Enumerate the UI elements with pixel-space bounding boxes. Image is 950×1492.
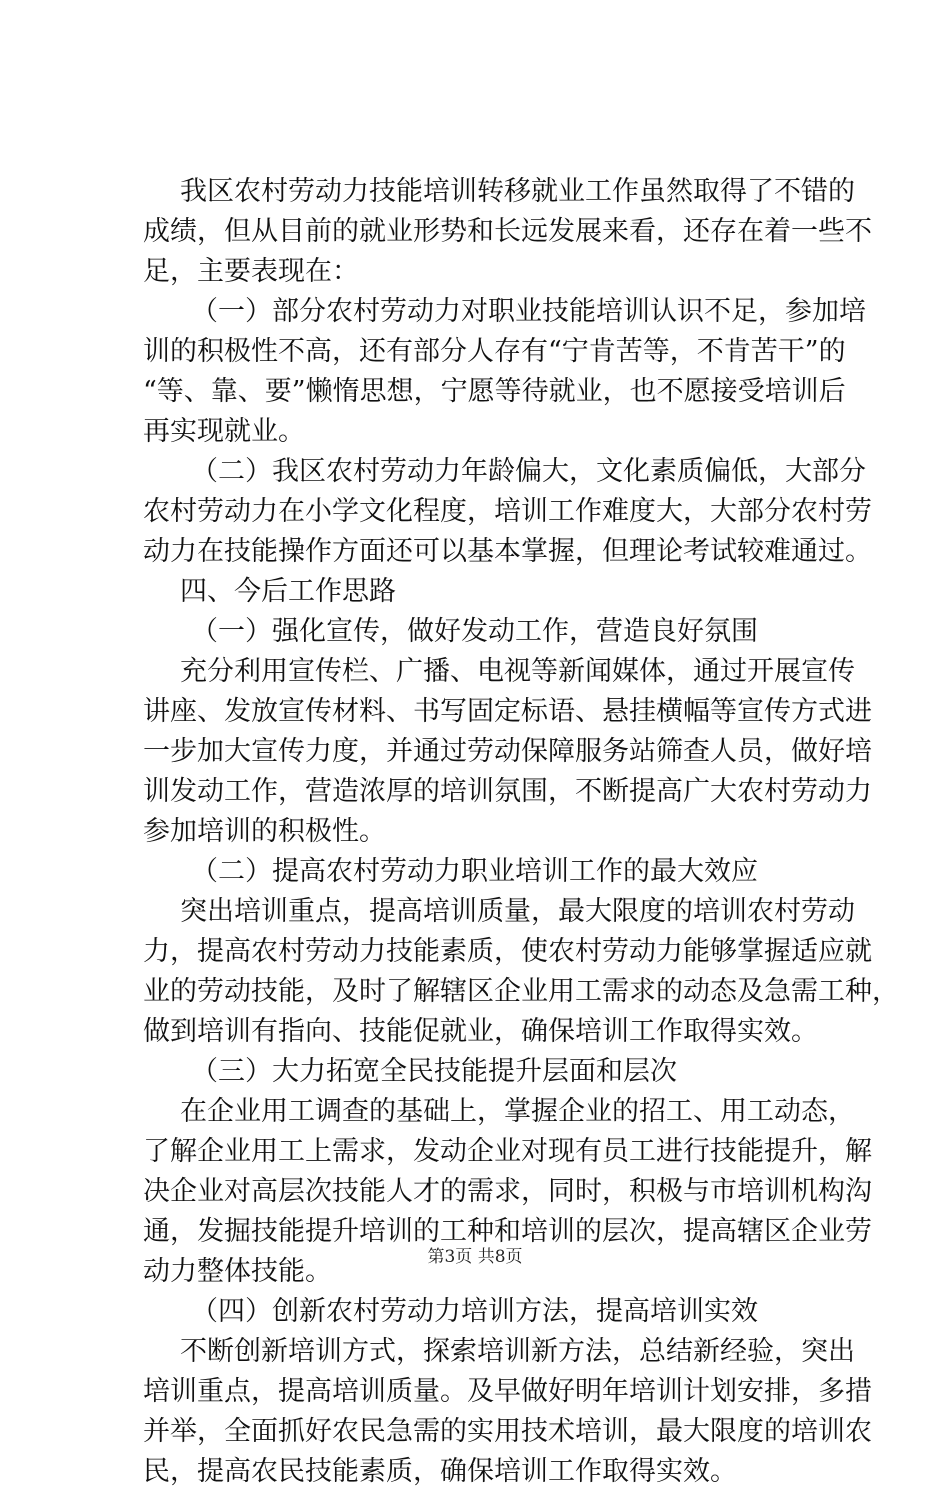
text-line: 讲座、发放宣传材料、书写固定标语、悬挂横幅等宣传方式进 <box>143 696 872 727</box>
text-line: 并举，全面抓好农民急需的实用技术培训，最大限度的培训农 <box>143 1416 872 1447</box>
document-body <box>143 172 899 1492</box>
text-line: 充分利用宣传栏、广播、电视等新闻媒体，通过开展宣传 <box>180 656 855 687</box>
text-line: 四、今后工作思路 <box>180 576 396 607</box>
text-line: 我区农村劳动力技能培训转移就业工作虽然取得了不错的 <box>180 176 855 207</box>
text-line: 训的积极性不高，还有部分人存有“宁肯苦等，不肯苦干”的 <box>143 336 846 367</box>
text-line: 业的劳动技能，及时了解辖区企业用工需求的动态及急需工种， <box>143 976 899 1007</box>
text-line: 通，发掘技能提升培训的工种和培训的层次，提高辖区企业劳 <box>143 1216 872 1247</box>
page-number-label: 第3页 共8页 <box>427 1247 523 1267</box>
text-line: （四）创新农村劳动力培训方法，提高培训实效 <box>191 1296 758 1327</box>
text-line: 民，提高农民技能素质，确保培训工作取得实效。 <box>143 1456 737 1487</box>
text-line: “等、靠、要”懒惰思想，宁愿等待就业，也不愿接受培训后 <box>143 376 846 407</box>
text-line: 农村劳动力在小学文化程度，培训工作难度大，大部分农村劳 <box>143 496 872 527</box>
text-line: 参加培训的积极性。 <box>143 816 386 847</box>
text-line: 动力整体技能。 <box>143 1256 332 1287</box>
text-line: 成绩，但从目前的就业形势和长远发展来看，还存在着一些不 <box>143 216 872 247</box>
text-line: 在企业用工调查的基础上，掌握企业的招工、用工动态， <box>180 1096 855 1127</box>
text-line: 一步加大宣传力度，并通过劳动保障服务站筛查人员，做好培 <box>143 736 872 767</box>
text-line: （二）我区农村劳动力年龄偏大，文化素质偏低，大部分 <box>191 456 866 487</box>
text-line: 不断创新培训方式，探索培训新方法，总结新经验，突出 <box>180 1336 855 1367</box>
text-line: 动力在技能操作方面还可以基本掌握，但理论考试较难通过。 <box>143 536 872 567</box>
text-line: 再实现就业。 <box>143 416 305 447</box>
text-line: 训发动工作，营造浓厚的培训氛围，不断提高广大农村劳动力 <box>143 776 872 807</box>
text-line: （二）提高农村劳动力职业培训工作的最大效应 <box>191 856 758 887</box>
text-line: 做到培训有指向、技能促就业，确保培训工作取得实效。 <box>143 1016 818 1047</box>
text-line: 培训重点，提高培训质量。及早做好明年培训计划安排，多措 <box>143 1376 872 1407</box>
text-line: （一）强化宣传，做好发动工作，营造良好氛围 <box>191 616 758 647</box>
text-line: 力，提高农村劳动力技能素质，使农村劳动力能够掌握适应就 <box>143 936 872 967</box>
text-line: （三）大力拓宽全民技能提升层面和层次 <box>191 1056 677 1087</box>
text-line: 突出培训重点，提高培训质量，最大限度的培训农村劳动 <box>180 896 855 927</box>
text-line: 足，主要表现在： <box>143 256 359 287</box>
text-line: 了解企业用工上需求，发动企业对现有员工进行技能提升，解 <box>143 1136 872 1167</box>
text-line: 决企业对高层次技能人才的需求，同时，积极与市培训机构沟 <box>143 1176 872 1207</box>
text-line: （一）部分农村劳动力对职业技能培训认识不足，参加培 <box>191 296 866 327</box>
page-footer <box>0 1242 950 1267</box>
